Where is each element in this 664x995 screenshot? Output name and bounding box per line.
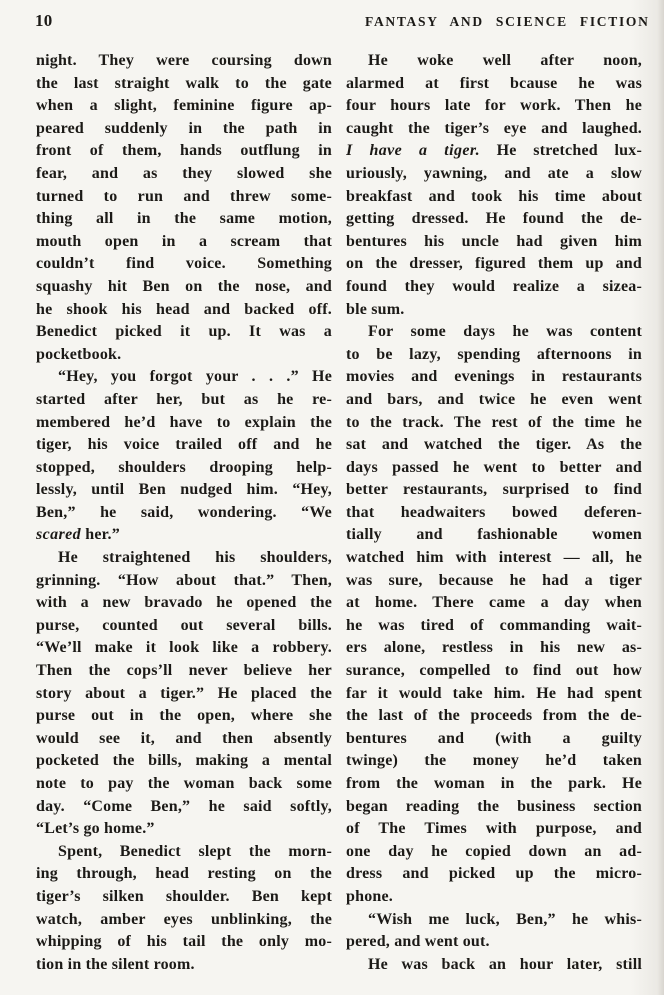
text-line: For some days he was content (368, 323, 642, 341)
text-line: purse out in the open, where she (36, 707, 332, 725)
text-line: far it would take him. He had spent (346, 684, 642, 702)
text-line: bentures and (with a guilty (346, 729, 642, 747)
text-line: started after her, but as he re- (36, 390, 332, 408)
right-column (346, 50, 642, 976)
text-line: whipping of his tail the only mo- (36, 933, 332, 951)
text-line: lessly, until Ben nudged him. “Hey, (36, 481, 332, 499)
text-line: to the track. The rest of the time he (346, 413, 642, 431)
text-line: four hours late for work. Then he (346, 97, 642, 115)
text-line: that headwaiters bowed deferen- (346, 503, 642, 521)
text-line: with a new bravado he opened the (36, 594, 332, 612)
text-line: mouth open in a scream that (36, 232, 332, 250)
paragraph (36, 366, 332, 547)
text-line: Then the cops’ll never believe her (36, 662, 332, 680)
text-line: pocketed the bills, making a mental (36, 752, 332, 770)
text-line: from the woman in the park. He (346, 775, 642, 792)
running-title: FANTASY AND SCIENCE FICTION (365, 14, 650, 29)
text-line: breakfast and took his time about (346, 187, 642, 205)
text-line: tiger’s silken shoulder. Ben kept (36, 887, 332, 905)
text-line: watch, amber eyes unblinking, the (36, 910, 332, 928)
text-line: “Hey, you forgot your . . .” He (58, 368, 332, 386)
text-line: peared suddenly in the path in (36, 119, 332, 137)
text-line: Spent, Benedict slept the morn- (58, 842, 332, 860)
two-column-body-text (36, 50, 642, 976)
page-header (0, 11, 664, 37)
text-line: at home. There came a day when (346, 594, 642, 612)
text-line: phone. (346, 887, 393, 905)
text-line: “Let’s go home.” (36, 820, 155, 838)
text-line: He was back an hour later, still (368, 955, 642, 973)
text-line: turned to run and threw some- (36, 187, 332, 205)
text-line: days passed he went to better and (346, 458, 642, 476)
text-line: on the dresser, figured them up and (346, 255, 642, 273)
text-line: tiger, his voice trailed off and he (36, 436, 332, 454)
paragraph (346, 954, 642, 977)
paragraph (346, 909, 642, 954)
text-line: night. They were coursing down (36, 52, 332, 69)
text-line: getting dressed. He found the de- (346, 210, 642, 228)
text-line: he shook his head and backed off. (36, 300, 332, 318)
text-line: He straightened his shoulders, (58, 549, 332, 567)
text-line: I have a tiger. He stretched lux- (346, 142, 642, 160)
paragraph (346, 321, 642, 908)
text-line: to be lazy, spending afternoons in (346, 345, 642, 363)
text-line: dress and picked up the micro- (346, 865, 642, 883)
text-line: note to pay the woman back some (36, 775, 332, 792)
paragraph (36, 50, 332, 366)
text-line: membered he’d have to explain the (36, 413, 332, 431)
text-line: the last straight walk to the gate (36, 74, 332, 92)
text-line: bentures his uncle had given him (346, 232, 642, 250)
text-line: ers alone, restless in his new as- (346, 639, 642, 657)
text-line: squashy hit Ben on the nose, and (36, 277, 332, 295)
text-line: He woke well after noon, (368, 52, 642, 69)
text-line: better restaurants, surprised to find (346, 481, 642, 499)
text-line: Benedict picked it up. It was a (36, 323, 332, 341)
text-line: watched him with interest — all, he (346, 549, 642, 567)
paragraph (346, 50, 642, 321)
text-line: front of them, hands outflung in (36, 142, 332, 160)
text-line: movies and evenings in restaurants (346, 368, 642, 386)
text-line: ble sum. (346, 300, 405, 318)
text-line: found they would realize a sizea- (346, 277, 642, 295)
text-line: stopped, shoulders drooping help- (36, 458, 332, 476)
text-line: pocketbook. (36, 345, 122, 363)
paragraph (36, 841, 332, 977)
text-line: uriously, yawning, and ate a slow (346, 164, 642, 182)
page-number: 10 (35, 11, 53, 30)
text-line: scared her.” (36, 526, 120, 544)
text-line: caught the tiger’s eye and laughed. (346, 119, 642, 137)
paragraph (36, 547, 332, 841)
text-line: when a slight, feminine figure ap- (36, 97, 332, 115)
text-line: Ben,” he said, wondering. “We (36, 503, 332, 521)
text-line: day. “Come Ben,” he said softly, (36, 797, 332, 815)
text-line: would see it, and then absently (36, 729, 332, 747)
left-column (36, 50, 332, 976)
text-line: pered, and went out. (346, 933, 490, 951)
text-line: twinge) the money he’d taken (346, 752, 642, 770)
text-line: purse, counted out several bills. (36, 616, 332, 634)
text-line: he was tired of commanding wait- (346, 616, 642, 634)
text-line: couldn’t find voice. Something (36, 255, 332, 273)
text-line: surance, compelled to find out how (346, 662, 642, 680)
text-line: began reading the business section (346, 797, 642, 815)
text-line: tion in the silent room. (36, 955, 195, 973)
text-line: fear, and as they slowed she (36, 164, 332, 182)
text-line: and bars, and twice he even went (346, 390, 642, 408)
text-line: of The Times with purpose, and (346, 820, 642, 838)
text-line: story about a tiger.” He placed the (36, 684, 332, 702)
text-line: “Wish me luck, Ben,” he whis- (368, 910, 642, 928)
text-line: alarmed at first bcause he was (346, 74, 642, 92)
text-line: “We’ll make it look like a robbery. (36, 639, 332, 657)
text-line: ing through, head resting on the (36, 865, 332, 883)
text-line: one day he copied down an ad- (346, 842, 642, 860)
text-line: was sure, because he had a tiger (346, 571, 642, 589)
text-line: tially and fashionable women (346, 526, 642, 544)
text-line: thing all in the same motion, (36, 210, 332, 228)
text-line: the last of the proceeds from the de- (346, 707, 642, 725)
text-line: grinning. “How about that.” Then, (36, 571, 332, 589)
text-line: sat and watched the tiger. As the (346, 436, 642, 454)
